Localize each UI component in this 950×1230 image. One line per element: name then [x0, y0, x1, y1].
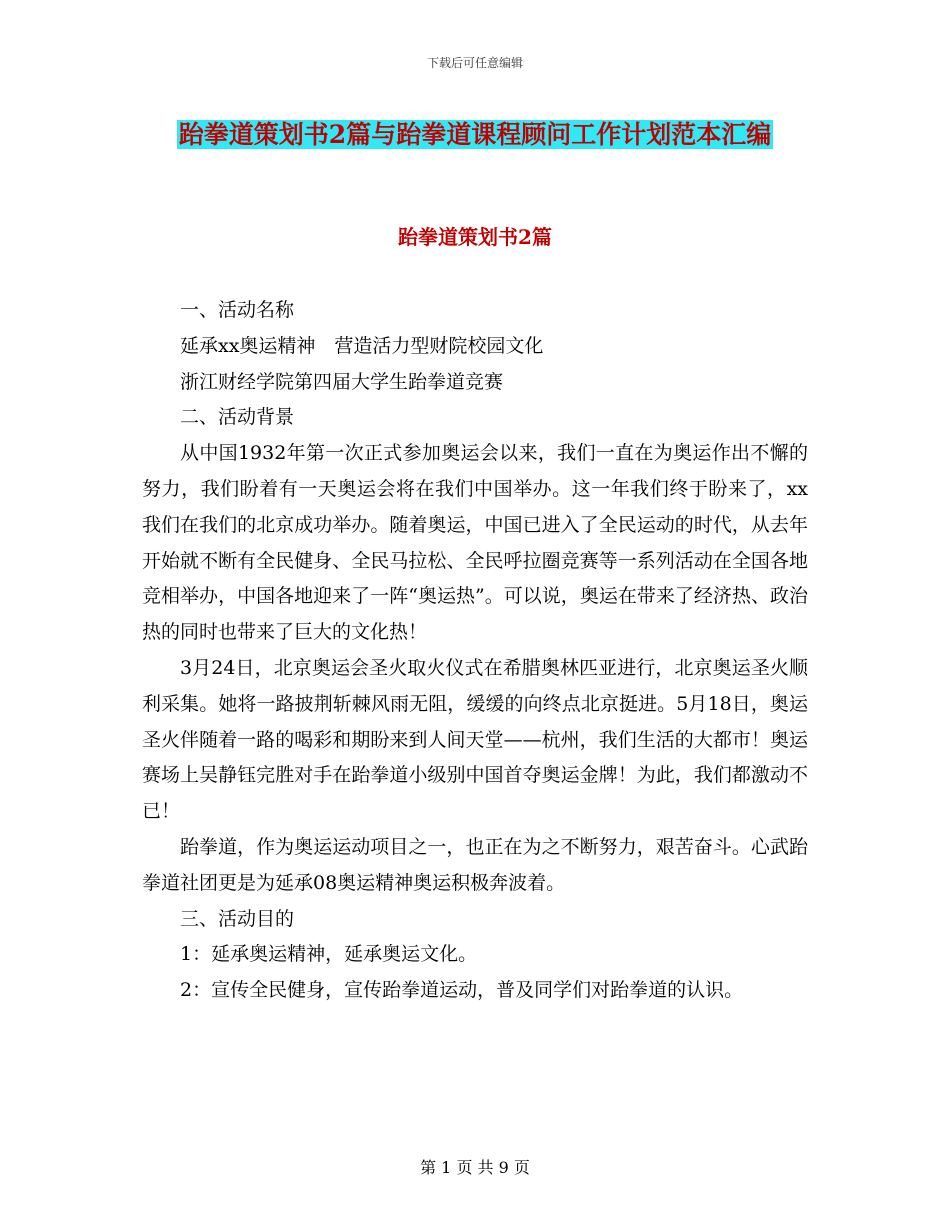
- heading-activity-background: 二、活动背景: [180, 406, 295, 429]
- activity-name-line-1: 延承xx奥运精神 营造活力型财院校园文化: [180, 334, 544, 357]
- document-title: [140, 112, 810, 158]
- purpose-item-1: 1：延承奥运精神，延承奥运文化。: [180, 943, 478, 966]
- header-note: 下载后可任意编辑: [426, 56, 523, 70]
- page-number: 第 1 页 共 9 页: [420, 1158, 530, 1177]
- background-paragraph-1: 从中国1932年第一次正式参加奥运会以来，我们一直在为奥运作出不懈的努力，我们盼着有一天奥运会将在我们中国举办。这一年我们终于盼来了，xx 我们在我们的北京成功举办。随着奥运，中国已进入了全民运动的时代，从去年开始就不断有全民健身、全民马拉松、全民呼拉圈竞赛等一系列活动在全国各地竞相举办，中国各地迎来了一阵“奥运热”。可以说，奥运在带来了经济热、政治热的同时也带来了巨大的文化热！: [142, 442, 808, 644]
- activity-name-line-2: 浙江财经学院第四届大学生跆拳道竞赛: [180, 370, 504, 393]
- background-paragraph-3: 跆拳道，作为奥运运动项目之一，也正在为之不断努力，艰苦奋斗。心武跆拳道社团更是为延承08奥运精神奥运积极奔波着。: [142, 835, 808, 894]
- heading-activity-purpose: 三、活动目的: [180, 907, 295, 930]
- heading-activity-name: 一、活动名称: [180, 299, 295, 321]
- section-title: 跆拳道策划书2篇: [398, 225, 552, 249]
- purpose-item-2: 2：宣传全民健身，宣传跆拳道运动，普及同学们对跆拳道的认识。: [180, 979, 744, 1002]
- background-paragraph-2: 3月24日，北京奥运会圣火取火仪式在希腊奥林匹亚进行，北京奥运圣火顺利采集。她将一路披荆斩棘风雨无阻，缓缓的向终点北京挺进。5月18日，奥运圣火伴随着一路的喝彩和期盼来到人间天堂——杭州，我们生活的大都市！奥运赛场上吴静钰完胜对手在跆拳道小级别中国首夺奥运金牌！为此，我们都激动不已！: [142, 656, 808, 823]
- document-body: [142, 293, 808, 1009]
- document-title-text: 跆拳道策划书2篇与跆拳道课程顾问工作计划范本汇编: [178, 120, 772, 149]
